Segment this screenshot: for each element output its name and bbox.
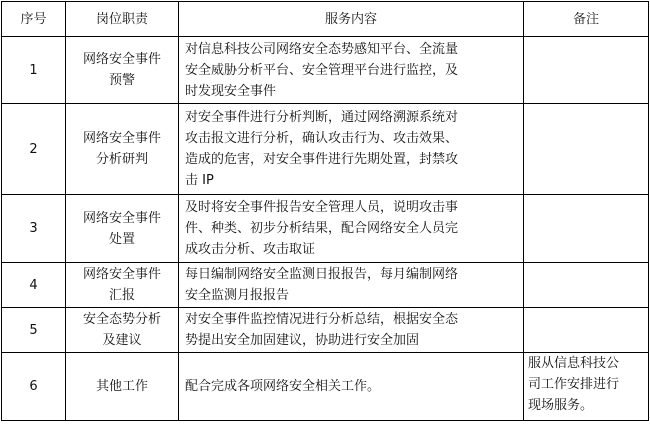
row-position-line: 网络安全事件 [82, 267, 161, 282]
row-note [524, 37, 649, 104]
row-position-line: 预警 [108, 73, 135, 88]
row-content-line: 安全威胁分析平台、安全管理平台进行监控，及 [185, 62, 459, 78]
row-position-line: 安全态势分析 [82, 312, 161, 327]
row-note-line: 服从信息科技公 [528, 356, 620, 371]
row-content [179, 195, 524, 263]
row-position-line: 分析研判 [95, 152, 148, 167]
row-content-line: 对安全事件进行分析判断，通过网络溯源系统对 [185, 110, 459, 125]
table-row [2, 104, 649, 195]
row-note-line: 司工作安排进行 [528, 377, 620, 392]
row-content-line: 击 IP [185, 173, 214, 188]
row-content-line: 攻击报文进行分析，确认攻击行为、攻击效果、 [185, 131, 459, 146]
header-note: 备注 [524, 2, 649, 37]
header-index: 序号 [2, 2, 66, 37]
row-content [179, 263, 524, 308]
row-position-line: 及建议 [102, 333, 142, 348]
row-content-line: 时发现安全事件 [185, 83, 277, 99]
row-index: 2 [2, 104, 66, 195]
row-position [66, 195, 179, 263]
row-position [66, 353, 179, 421]
row-note [524, 104, 649, 195]
row-note [524, 308, 649, 353]
table-row [2, 353, 649, 421]
row-content-line: 造成的危害，对安全事件进行先期处置，封禁攻 [185, 152, 459, 167]
row-content [179, 104, 524, 195]
row-content-line: 及时将安全事件报告安全管理人员，说明攻击事 [185, 200, 459, 215]
header-content: 服务内容 [179, 2, 524, 37]
table-header-row [2, 2, 649, 37]
row-position [66, 263, 179, 308]
row-note [524, 353, 649, 421]
row-note [524, 263, 649, 308]
row-content-line: 势提出安全加固建议，协助进行安全加固 [185, 333, 420, 348]
row-position-line: 网络安全事件 [82, 52, 161, 67]
row-position-line: 汇报 [108, 288, 135, 303]
row-index: 5 [2, 308, 66, 353]
row-content-line: 安全监测月报报告 [185, 288, 290, 303]
row-position [66, 104, 179, 195]
row-index: 4 [2, 263, 66, 308]
row-note-line: 现场服务。 [528, 398, 594, 413]
row-position-line: 其他工作 [95, 379, 148, 394]
row-content [179, 353, 524, 421]
row-content [179, 308, 524, 353]
row-position-line: 网络安全事件 [82, 131, 161, 146]
row-content-line: 对安全事件监控情况进行分析总结，根据安全态 [185, 312, 459, 327]
header-position: 岗位职责 [66, 2, 179, 37]
row-content-line: 成攻击分析、攻击取证 [185, 242, 316, 257]
row-index: 1 [2, 37, 66, 104]
table-row [2, 37, 649, 104]
duty-table [1, 1, 649, 421]
row-index: 3 [2, 195, 66, 263]
row-content-line: 件、种类、初步分析结果，配合网络安全人员完 [185, 221, 459, 236]
table-row [2, 263, 649, 308]
row-position-line: 网络安全事件 [82, 210, 161, 226]
row-content-line: 配合完成各项网络安全相关工作。 [185, 379, 381, 394]
row-position [66, 308, 179, 353]
table-row [2, 195, 649, 263]
row-note [524, 195, 649, 263]
table-row [2, 308, 649, 353]
row-content [179, 37, 524, 104]
row-content-line: 每日编制网络安全监测日报报告，每月编制网络 [185, 267, 459, 282]
row-index: 6 [2, 353, 66, 421]
row-position-line: 处置 [108, 231, 135, 247]
row-position [66, 37, 179, 104]
row-content-line: 对信息科技公司网络安全态势感知平台、全流量 [185, 41, 459, 57]
